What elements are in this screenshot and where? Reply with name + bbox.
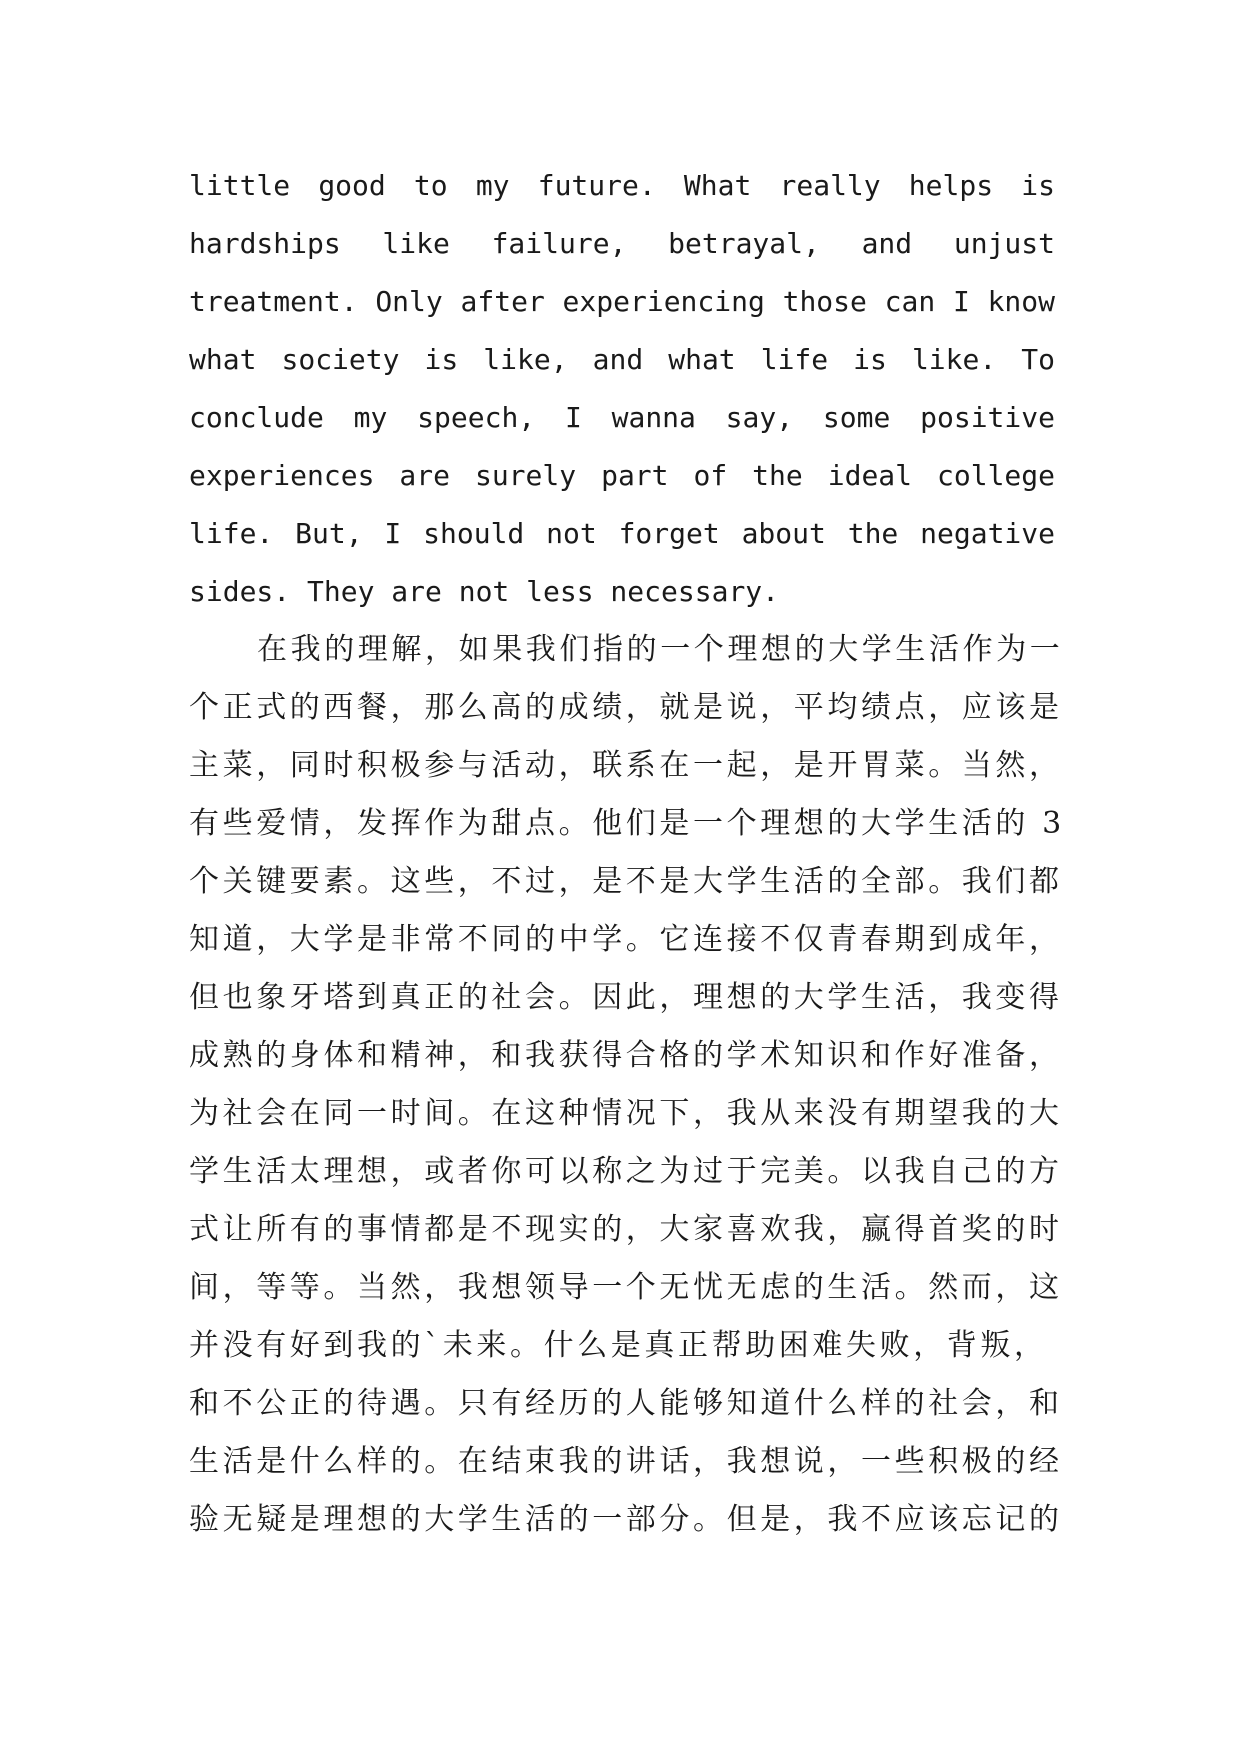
english-line: sides. They are not less necessary.	[189, 575, 780, 608]
english-line: life. But, I should not forget about the negative	[189, 517, 1055, 550]
chinese-line: 主菜，同时积极参与活动，联系在一起，是开胃菜。当然，	[189, 748, 1063, 783]
chinese-line: 验无疑是理想的大学生活的一部分。但是，我不应该忘记的	[189, 1502, 1063, 1537]
chinese-line: 有些爱情，发挥作为甜点。他们是一个理想的大学生活的 3	[189, 806, 1065, 841]
chinese-line: 但也象牙塔到真正的社会。因此，理想的大学生活，我变得	[189, 980, 1063, 1015]
chinese-line: 个正式的西餐，那么高的成绩，就是说，平均绩点，应该是	[189, 690, 1063, 725]
chinese-line: 成熟的身体和精神，和我获得合格的学术知识和作好准备，	[189, 1038, 1063, 1073]
chinese-line: 和不公正的待遇。只有经历的人能够知道什么样的社会，和	[189, 1386, 1063, 1421]
english-line: treatment. Only after experiencing those can I know	[189, 285, 1055, 318]
chinese-line: 学生活太理想，或者你可以称之为过于完美。以我自己的方	[189, 1154, 1063, 1189]
chinese-line: 间，等等。当然，我想领导一个无忧无虑的生活。然而，这	[189, 1270, 1063, 1305]
chinese-line: 为社会在同一时间。在这种情况下，我从来没有期望我的大	[189, 1096, 1063, 1131]
chinese-line: 式让所有的事情都是不现实的，大家喜欢我，赢得首奖的时	[189, 1212, 1063, 1247]
english-line: hardships like failure, betrayal, and unjust	[189, 227, 1055, 260]
chinese-line: 在我的理解，如果我们指的一个理想的大学生活作为一	[257, 632, 1064, 667]
english-line: conclude my speech, I wanna say, some positive	[189, 401, 1055, 434]
chinese-line: 并没有好到我的`未来。什么是真正帮助困难失败，背叛，	[189, 1328, 1048, 1363]
chinese-line: 生活是什么样的。在结束我的讲话，我想说，一些积极的经	[189, 1444, 1063, 1479]
english-line: what society is like, and what life is like. To	[189, 343, 1055, 376]
chinese-line: 个关键要素。这些，不过，是不是大学生活的全部。我们都	[189, 864, 1063, 899]
english-line: experiences are surely part of the ideal college	[189, 459, 1055, 492]
english-line: little good to my future. What really helps is	[189, 169, 1055, 202]
chinese-line: 知道，大学是非常不同的中学。它连接不仅青春期到成年，	[189, 922, 1063, 957]
